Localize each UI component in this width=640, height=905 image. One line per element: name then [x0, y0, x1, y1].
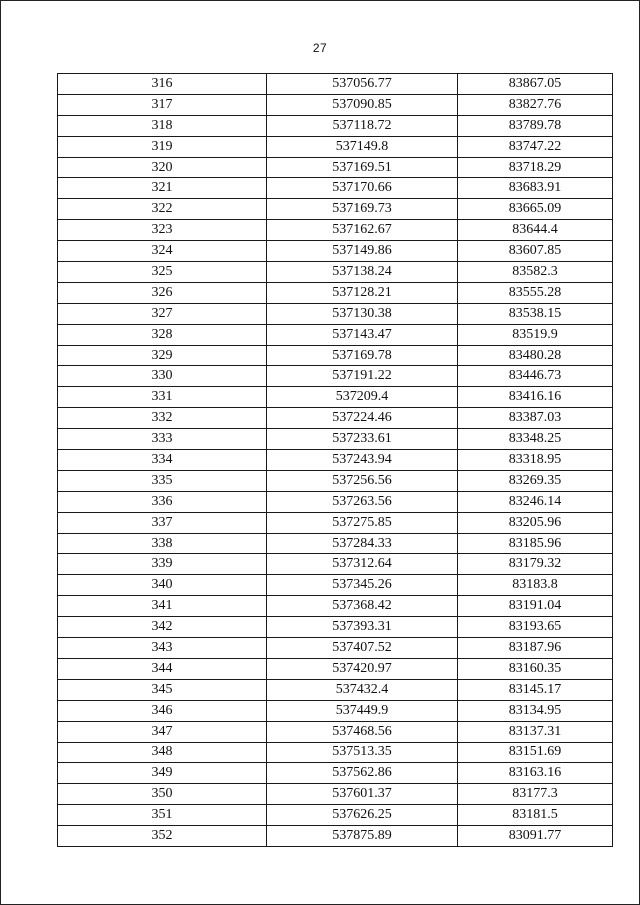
table-row	[58, 136, 613, 157]
x-coordinate-cell: 537263.56	[267, 491, 458, 512]
point-number-cell: 338	[58, 533, 267, 554]
table-row	[58, 638, 613, 659]
table-row	[58, 491, 613, 512]
table-row	[58, 303, 613, 324]
x-coordinate-cell: 537118.72	[267, 115, 458, 136]
y-coordinate-cell: 83416.16	[458, 387, 613, 408]
table-body	[58, 74, 613, 847]
x-coordinate-cell: 537407.52	[267, 638, 458, 659]
x-coordinate-cell: 537169.73	[267, 199, 458, 220]
x-coordinate-cell: 537875.89	[267, 826, 458, 847]
x-coordinate-cell: 537420.97	[267, 658, 458, 679]
point-number-cell: 351	[58, 805, 267, 826]
y-coordinate-cell: 83179.32	[458, 554, 613, 575]
point-number-cell: 344	[58, 658, 267, 679]
y-coordinate-cell: 83480.28	[458, 345, 613, 366]
table-row	[58, 115, 613, 136]
y-coordinate-cell: 83191.04	[458, 596, 613, 617]
x-coordinate-cell: 537284.33	[267, 533, 458, 554]
point-number-cell: 327	[58, 303, 267, 324]
point-number-cell: 329	[58, 345, 267, 366]
x-coordinate-cell: 537162.67	[267, 220, 458, 241]
y-coordinate-cell: 83348.25	[458, 429, 613, 450]
table-row	[58, 94, 613, 115]
table-row	[58, 721, 613, 742]
y-coordinate-cell: 83867.05	[458, 74, 613, 95]
y-coordinate-cell: 83183.8	[458, 575, 613, 596]
y-coordinate-cell: 83387.03	[458, 408, 613, 429]
x-coordinate-cell: 537312.64	[267, 554, 458, 575]
page-number: 27	[312, 41, 328, 55]
point-number-cell: 331	[58, 387, 267, 408]
x-coordinate-cell: 537149.8	[267, 136, 458, 157]
point-number-cell: 346	[58, 700, 267, 721]
table-row	[58, 220, 613, 241]
table-row	[58, 533, 613, 554]
point-number-cell: 349	[58, 763, 267, 784]
x-coordinate-cell: 537191.22	[267, 366, 458, 387]
x-coordinate-cell: 537275.85	[267, 512, 458, 533]
point-number-cell: 343	[58, 638, 267, 659]
y-coordinate-cell: 83582.3	[458, 262, 613, 283]
point-number-cell: 317	[58, 94, 267, 115]
table-row	[58, 805, 613, 826]
x-coordinate-cell: 537256.56	[267, 470, 458, 491]
table-row	[58, 700, 613, 721]
table-row	[58, 575, 613, 596]
table-row	[58, 679, 613, 700]
table-row	[58, 157, 613, 178]
y-coordinate-cell: 83177.3	[458, 784, 613, 805]
point-number-cell: 318	[58, 115, 267, 136]
x-coordinate-cell: 537209.4	[267, 387, 458, 408]
x-coordinate-cell: 537513.35	[267, 742, 458, 763]
point-number-cell: 324	[58, 241, 267, 262]
coordinates-table	[57, 73, 613, 847]
y-coordinate-cell: 83683.91	[458, 178, 613, 199]
x-coordinate-cell: 537056.77	[267, 74, 458, 95]
y-coordinate-cell: 83519.9	[458, 324, 613, 345]
y-coordinate-cell: 83665.09	[458, 199, 613, 220]
table-row	[58, 784, 613, 805]
point-number-cell: 325	[58, 262, 267, 283]
x-coordinate-cell: 537169.51	[267, 157, 458, 178]
point-number-cell: 347	[58, 721, 267, 742]
table-row	[58, 282, 613, 303]
table-row	[58, 429, 613, 450]
table-row	[58, 470, 613, 491]
point-number-cell: 341	[58, 596, 267, 617]
x-coordinate-cell: 537138.24	[267, 262, 458, 283]
point-number-cell: 340	[58, 575, 267, 596]
table-row	[58, 596, 613, 617]
y-coordinate-cell: 83181.5	[458, 805, 613, 826]
y-coordinate-cell: 83193.65	[458, 617, 613, 638]
y-coordinate-cell: 83187.96	[458, 638, 613, 659]
x-coordinate-cell: 537243.94	[267, 450, 458, 471]
x-coordinate-cell: 537368.42	[267, 596, 458, 617]
y-coordinate-cell: 83091.77	[458, 826, 613, 847]
table-row	[58, 617, 613, 638]
x-coordinate-cell: 537233.61	[267, 429, 458, 450]
x-coordinate-cell: 537562.86	[267, 763, 458, 784]
point-number-cell: 342	[58, 617, 267, 638]
point-number-cell: 336	[58, 491, 267, 512]
x-coordinate-cell: 537090.85	[267, 94, 458, 115]
y-coordinate-cell: 83747.22	[458, 136, 613, 157]
point-number-cell: 323	[58, 220, 267, 241]
y-coordinate-cell: 83644.4	[458, 220, 613, 241]
x-coordinate-cell: 537224.46	[267, 408, 458, 429]
y-coordinate-cell: 83185.96	[458, 533, 613, 554]
point-number-cell: 348	[58, 742, 267, 763]
point-number-cell: 319	[58, 136, 267, 157]
y-coordinate-cell: 83446.73	[458, 366, 613, 387]
point-number-cell: 332	[58, 408, 267, 429]
y-coordinate-cell: 83163.16	[458, 763, 613, 784]
y-coordinate-cell: 83607.85	[458, 241, 613, 262]
x-coordinate-cell: 537393.31	[267, 617, 458, 638]
table-row	[58, 450, 613, 471]
point-number-cell: 339	[58, 554, 267, 575]
table-row	[58, 826, 613, 847]
table-row	[58, 512, 613, 533]
table-row	[58, 345, 613, 366]
table-row	[58, 241, 613, 262]
y-coordinate-cell: 83718.29	[458, 157, 613, 178]
point-number-cell: 335	[58, 470, 267, 491]
table-row	[58, 366, 613, 387]
point-number-cell: 320	[58, 157, 267, 178]
y-coordinate-cell: 83205.96	[458, 512, 613, 533]
table-row	[58, 324, 613, 345]
point-number-cell: 345	[58, 679, 267, 700]
table-row	[58, 262, 613, 283]
table-row	[58, 387, 613, 408]
point-number-cell: 328	[58, 324, 267, 345]
point-number-cell: 334	[58, 450, 267, 471]
x-coordinate-cell: 537169.78	[267, 345, 458, 366]
point-number-cell: 330	[58, 366, 267, 387]
table-row	[58, 199, 613, 220]
x-coordinate-cell: 537130.38	[267, 303, 458, 324]
x-coordinate-cell: 537128.21	[267, 282, 458, 303]
point-number-cell: 350	[58, 784, 267, 805]
table-row	[58, 554, 613, 575]
x-coordinate-cell: 537345.26	[267, 575, 458, 596]
y-coordinate-cell: 83827.76	[458, 94, 613, 115]
point-number-cell: 321	[58, 178, 267, 199]
y-coordinate-cell: 83160.35	[458, 658, 613, 679]
table-row	[58, 658, 613, 679]
y-coordinate-cell: 83318.95	[458, 450, 613, 471]
point-number-cell: 333	[58, 429, 267, 450]
y-coordinate-cell: 83134.95	[458, 700, 613, 721]
x-coordinate-cell: 537626.25	[267, 805, 458, 826]
y-coordinate-cell: 83145.17	[458, 679, 613, 700]
point-number-cell: 326	[58, 282, 267, 303]
point-number-cell: 352	[58, 826, 267, 847]
x-coordinate-cell: 537170.66	[267, 178, 458, 199]
point-number-cell: 316	[58, 74, 267, 95]
y-coordinate-cell: 83246.14	[458, 491, 613, 512]
table-row	[58, 408, 613, 429]
point-number-cell: 322	[58, 199, 267, 220]
y-coordinate-cell: 83538.15	[458, 303, 613, 324]
y-coordinate-cell: 83269.35	[458, 470, 613, 491]
y-coordinate-cell: 83789.78	[458, 115, 613, 136]
x-coordinate-cell: 537468.56	[267, 721, 458, 742]
y-coordinate-cell: 83137.31	[458, 721, 613, 742]
table-row	[58, 178, 613, 199]
table-row	[58, 742, 613, 763]
point-number-cell: 337	[58, 512, 267, 533]
y-coordinate-cell: 83151.69	[458, 742, 613, 763]
table-row	[58, 74, 613, 95]
x-coordinate-cell: 537601.37	[267, 784, 458, 805]
x-coordinate-cell: 537432.4	[267, 679, 458, 700]
x-coordinate-cell: 537143.47	[267, 324, 458, 345]
x-coordinate-cell: 537149.86	[267, 241, 458, 262]
table-row	[58, 763, 613, 784]
y-coordinate-cell: 83555.28	[458, 282, 613, 303]
x-coordinate-cell: 537449.9	[267, 700, 458, 721]
